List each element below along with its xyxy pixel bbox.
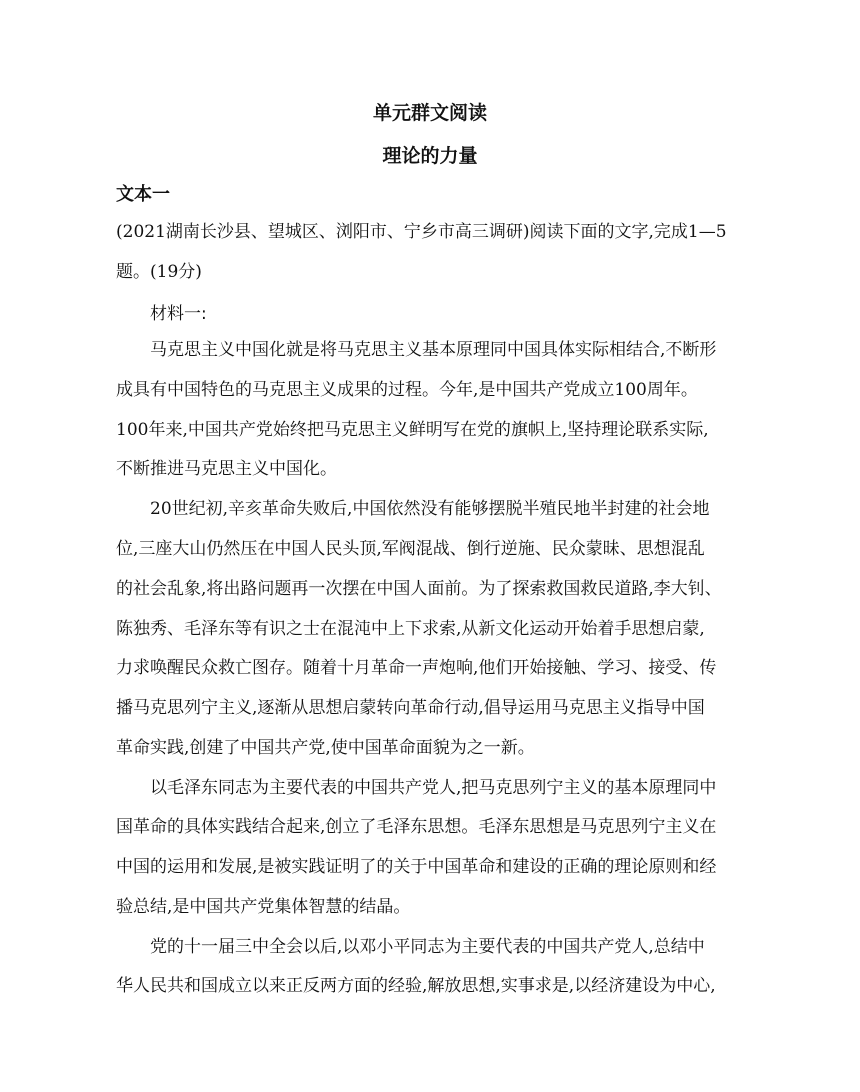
paragraph-line: 中国的运用和发展,是被实践证明了的关于中国革命和建设的正确的理论原则和经 bbox=[116, 857, 717, 877]
paragraph-line: 验总结,是中国共产党集体智慧的结晶。 bbox=[116, 897, 411, 917]
source-line: (2021湖南长沙县、望城区、浏阳市、宁乡市高三调研)阅读下面的文字,完成1—5 bbox=[116, 222, 727, 242]
paragraph-line: 陈独秀、毛泽东等有识之士在混沌中上下求索,从新文化运动开始着手思想启蒙, bbox=[116, 619, 705, 639]
paragraph-line: 党的十一届三中全会以后,以邓小平同志为主要代表的中国共产党人,总结中 bbox=[150, 937, 705, 957]
section-heading: 文本一 bbox=[116, 184, 170, 205]
paragraph-line: 华人民共和国成立以来正反两方面的经验,解放思想,实事求是,以经济建设为中心, bbox=[116, 976, 716, 996]
paragraph-line: 100年来,中国共产党始终把马克思主义鲜明写在党的旗帜上,坚持理论联系实际, bbox=[116, 420, 709, 440]
paragraph-line: 力求唤醒民众救亡图存。随着十月革命一声炮响,他们开始接触、学习、接受、传 bbox=[116, 658, 717, 678]
paragraph-line: 革命实践,创建了中国共产党,使中国革命面貌为之一新。 bbox=[116, 738, 535, 758]
paragraph-line: 20世纪初,辛亥革命失败后,中国依然没有能够摆脱半殖民地半封建的社会地 bbox=[150, 499, 710, 519]
material-label: 材料一: bbox=[150, 304, 207, 324]
source-line: 题。(19分) bbox=[116, 262, 202, 282]
paragraph-line: 不断推进马克思主义中国化。 bbox=[116, 459, 337, 479]
document-subtitle: 理论的力量 bbox=[382, 145, 478, 167]
paragraph-line: 播马克思列宁主义,逐渐从思想启蒙转向革命行动,倡导运用马克思主义指导中国 bbox=[116, 698, 705, 718]
document-title: 单元群文阅读 bbox=[372, 102, 487, 124]
paragraph-line: 位,三座大山仍然压在中国人民头顶,军阀混战、倒行逆施、民众蒙昧、思想混乱 bbox=[116, 539, 705, 559]
paragraph-line: 国革命的具体实践结合起来,创立了毛泽东思想。毛泽东思想是马克思列宁主义在 bbox=[116, 817, 717, 837]
paragraph-line: 成具有中国特色的马克思主义成果的过程。今年,是中国共产党成立100周年。 bbox=[116, 380, 698, 400]
paragraph-line: 的社会乱象,将出路问题再一次摆在中国人面前。为了探索救国救民道路,李大钊、 bbox=[116, 579, 722, 599]
paragraph-line: 以毛泽东同志为主要代表的中国共产党人,把马克思列宁主义的基本原理同中 bbox=[150, 778, 717, 798]
paragraph-line: 马克思主义中国化就是将马克思主义基本原理同中国具体实际相结合,不断形 bbox=[150, 340, 717, 360]
